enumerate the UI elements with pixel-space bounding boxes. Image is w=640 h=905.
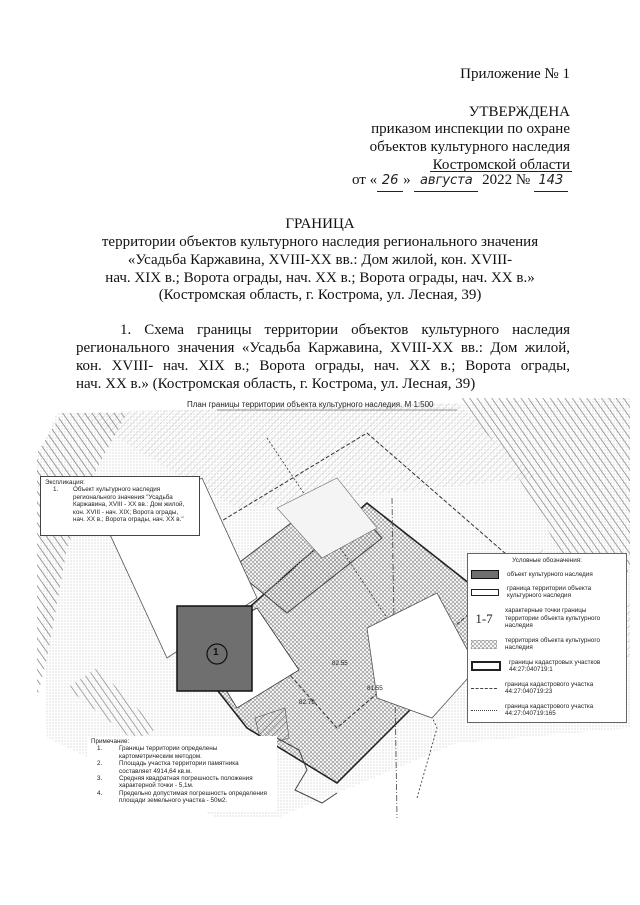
- date-prefix: от «: [352, 172, 378, 188]
- title-line-4: (Костромская область, г. Кострома, ул. Лесная, 39): [158, 287, 482, 303]
- boundary-plan-map: [37, 398, 630, 818]
- legend-swatch-territory: [471, 640, 497, 649]
- explication-line: кон. XVIII - нач. XIX; Ворота ограды,: [73, 508, 179, 516]
- legend-text: 44:27:040719:1: [509, 666, 553, 674]
- appendix-label: Приложение № 1: [460, 66, 570, 82]
- legend-item: [471, 567, 623, 581]
- note-text: картометрическим методом.: [119, 752, 202, 760]
- legend-text: 44:27:040719:23: [505, 688, 553, 696]
- explication-heading: Экспликация:: [45, 479, 85, 486]
- legend-text: характерные точки границы: [505, 607, 587, 615]
- note-item: [91, 760, 273, 775]
- note-text: Площадь участка территории памятника: [119, 760, 239, 768]
- legend-item: [471, 677, 623, 699]
- legend-swatch-cadastral-23: [471, 688, 497, 689]
- legend-text: границы кадастровых участков: [509, 659, 601, 666]
- date-day: 26: [377, 171, 403, 192]
- legend-item: [471, 699, 623, 721]
- order-line-2: объектов культурного наследия: [369, 139, 570, 155]
- note-number: 2.: [97, 760, 103, 768]
- note-number: 3.: [97, 775, 103, 783]
- legend-box: [467, 553, 627, 723]
- doc-heading: ГРАНИЦА: [285, 216, 355, 232]
- elevation-2: 82.79: [299, 699, 315, 706]
- note-number: 1.: [97, 745, 103, 753]
- legend-item: [471, 655, 623, 677]
- section1-line-3: кон. XVIII- нач. XIX в.; Ворота ограды, нач. XX в.; Ворота ограды,: [76, 358, 570, 374]
- date-mid: »: [403, 172, 411, 188]
- legend-swatch-cadastral-1: [471, 661, 501, 671]
- legend-text: граница кадастрового участка: [505, 681, 594, 688]
- title-line-1: территории объектов культурного наследия регионального значения: [101, 234, 539, 250]
- date-number: 143: [534, 171, 568, 192]
- legend-symbol: 1-7: [475, 610, 493, 626]
- explication-item: [45, 486, 195, 523]
- approved-label: УТВЕРЖДЕНА: [468, 104, 570, 120]
- order-line-3: Костромской области: [432, 157, 570, 173]
- date-month: августа: [414, 171, 478, 192]
- order-line-1: приказом инспекции по охране: [371, 121, 570, 137]
- note-number: 4.: [97, 789, 103, 797]
- explication-box: [40, 476, 200, 536]
- legend-swatch-cadastral-165: [471, 710, 497, 711]
- legend-text: наследия: [505, 644, 533, 652]
- note-item: [91, 745, 273, 760]
- legend-text: территории объекта культурного: [505, 614, 601, 622]
- map-title: План границы территории объекта культурного наследия. М 1:500: [187, 400, 434, 409]
- legend-swatch-boundary: [471, 589, 499, 596]
- note-text: Средняя квадратная погрешность положения: [119, 775, 253, 783]
- legend-item: [471, 603, 623, 633]
- note-text: характерной точки - 5,1м.: [119, 782, 194, 790]
- section1-line-1: 1. Схема границы территории объектов культурного наследия: [120, 322, 570, 338]
- legend-heading: Условные обозначения:: [512, 557, 582, 564]
- object-marker-number: 1: [213, 647, 219, 658]
- note-text: Границы территории определены: [119, 745, 218, 753]
- note-item: [91, 790, 273, 805]
- note-text: площади земельного участка - 50м2.: [119, 797, 228, 805]
- title-line-2: «Усадьба Каржавина, XVIII-XX вв.: Дом жилой, кон. XVIII-: [127, 252, 513, 268]
- legend-item: [471, 633, 623, 655]
- explication-line: Объект культурного наследия: [73, 486, 161, 494]
- title-line-3: нач. XIX в.; Ворота ограды, нач. XX в.; Ворота ограды, нач. XX в.»: [105, 270, 535, 286]
- elevation-1: 81.55: [367, 685, 383, 692]
- note-item: [91, 775, 273, 790]
- legend-text: культурного наследия: [507, 592, 571, 600]
- section1-line-4: нач. XX в.» (Костромская область, г. Кострома, ул. Лесная, 39): [76, 376, 476, 392]
- date-year: 2022 №: [482, 172, 531, 188]
- explication-line: нач. XX в.; Ворота ограды, нач. XX в.": [73, 516, 184, 524]
- legend-item: [471, 581, 623, 603]
- note-text: составляет 4914,64 кв.м.: [119, 767, 192, 775]
- elevation-3: 82.55: [332, 660, 348, 667]
- notes-heading: Примечание:: [91, 738, 130, 745]
- legend-swatch-object: [471, 570, 499, 579]
- explication-line: Каржавина, XVIII - XX вв.: Дом жилой,: [73, 501, 185, 509]
- legend-text: территория объекта культурного: [505, 637, 601, 644]
- notes-box: [87, 736, 277, 812]
- explication-line: регионального значения "Усадьба: [73, 493, 173, 501]
- legend-text: объект культурного наследия: [507, 570, 593, 578]
- legend-text: граница территории объекта: [507, 585, 592, 592]
- explication-number: 1.: [53, 486, 59, 494]
- note-text: Предельно допустимая погрешность определения: [119, 789, 267, 797]
- legend-text: 44:27:040719:165: [505, 710, 556, 718]
- section1-line-2: регионального значения «Усадьба Каржавина, XVIII-XX вв.: Дом жилой,: [76, 340, 570, 356]
- legend-text: граница кадастрового участка: [505, 703, 594, 710]
- approval-date: [352, 170, 568, 192]
- legend-text: наследия: [505, 622, 533, 630]
